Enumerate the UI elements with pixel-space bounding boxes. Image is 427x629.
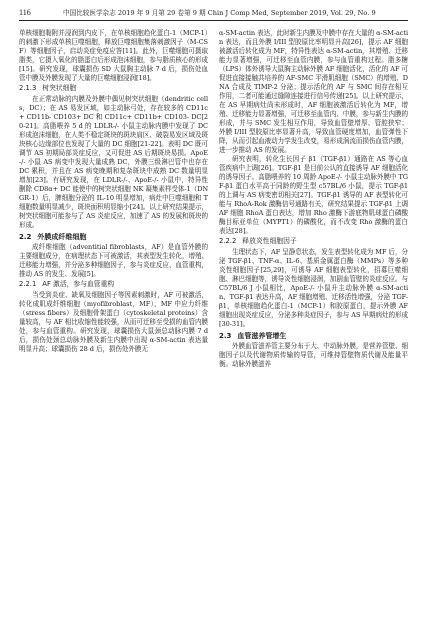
section-heading-2-2-2 [219,237,408,247]
paragraph-dendritic-cells: 在正常动脉的内膜及外膜中偶见树突状细胞（dendritic cells，DC）；在 AS 易发区域，如主动脉弓处，存在较多的 CD11c+ CD11b- CD103+ DC 和 CD11c+ CD11b+ CD103- DC[20-21]。高脂喂养 5 d 的 LDLR-/- 小鼠主动脉内膜中发现了 DC 形成泡沫细胞，在人类不稳定斑块的斑块肩区、破裂易发区域及斑块核心边缘部位也发现了大量的 DC 细胞[21-22]。表明 DC 既可调节 AS 初期局部炎症反应，又可促进 AS 后期斑块易损。ApoE-/- 小鼠 AS 病变中发现大量成熟 DC，外膜三级淋巴管中也存在 DC 累积，并且在 AS 病变晚期和复杂斑块中成熟 DC 数量明显增加[23]。有研究发现，在 LDLR-/-、ApoE-/- 小鼠中，特异性删除 CD8α+ DC 能使中的树突状细胞 NK 凝集素样受体-1（DNGR-1）后，脾细胞分泌的 IL-10 明显增加，病灶中巨噬细胞和 T 细胞数量明显减少，斑块面积明显缩小[24]。以上研究结果提示，树突状细胞可能参与了 AS 炎症反应，加速了 AS 的发展和斑块的形成。 [19,94,208,230]
section-number: 2.2.2 [219,237,237,246]
paragraph-macrophage-end: 单核细胞黏附并浸润到内皮下，在单核细胞趋化蛋白-1（MCP-1）的刺激下形成单核巨噬细胞，释放巨噬细胞集落刺激因子（M-CSF）等细胞因子，启动炎症免疫应答[11]。此外，巨噬细胞可摄取脂类，它摄入氧化的脂蛋白后形成泡沫细胞，参与脂质核心的形成[15]。研究发现，球囊损伤 SD 大鼠胸主动脉 7 d 后，损伤处血管中膜及外膜发现了大量的巨噬细胞浸润[18]。 [19,29,208,83]
section-heading-2-2-1 [19,280,208,290]
paragraph-inflammatory-factors: 生理状态下，AF 呈静息状态，发生表型转化成为 MF 后，分泌 TGF-β1、TNF-α、IL-6、基质金属蛋白酶（MMPs）等多种炎性细胞因子[25,29]，可诱导 AF 细胞表型转化，招募巨噬细胞、淋巴细胞等，诱导炎性细胞浸润，加剧血管壁的炎症反应。与 C57BL/6 J 小鼠相比，ApoE-/- 小鼠升主动脉外膜 α-SM-actin、TGF-β1 表达升高，AF 细胞增殖、迁移活性增强，分泌 TGF-β1，单核细胞趋化蛋白-1（MCP-1）和胶原蛋白，提示外膜 AF 细胞出现炎症反应，分泌多种炎症因子，参与 AS 早期病灶的形成[30-31]。 [219,248,408,329]
section-title: 释放炎性细胞因子 [242,237,297,246]
left-column [19,29,208,629]
paragraph-af-remodeling: α-SM-actin 表达，此时新生内膜及中膜中存在大量的 α-SM-actin 表达，而且外膜 I/III 型胶原比率明显升高[26]，提示 AF 细胞被激活后转化成为 MF，特异性表达 α-SM-actin，其增殖、迁移能力显著增强，可迁移至血管内膜，参与血管重构过程。脂多糖（LPS）体外诱导大鼠胸主动脉外膜 AF 细胞活化，活化的 AF 可促进直接接触共培养的 AF-SMC 平滑肌细胞（SMC）的增殖、DNA 合成及 TIMP-2 分泌；提示活化的 AF 与 SMC 间存在相互作用，二者可能通过缝隙连接进行信号传递[25]。以上研究提示，在 AS 早期病灶尚未形成时，AF 细胞被激活后转化为 MF，增殖、迁移能力显著增强，可迁移至血管内、中膜，参与新生内膜的形成，并与 SMC 发生相互作用，导致血管壁增厚、管腔狭窄；外膜 I/III 型胶原比率显著升高，导致血管硬度增加，血管弹性下降，从而引起血液动力学发生改变，易形成涡流而损伤血管内膜，进一步推动 AS 的发展。 [219,29,408,155]
paragraph-fibroblast-intro: 成纤维细胞（adventitial fibroblasts，AF）是血管外膜的主要细胞成分，在病理状态下可被激活，其表型发生转化，增殖、迁移能力增强，并分泌多种细胞因子，参与炎症反应、血管重构，推动 AS 的发生、发展[5]。 [19,243,208,279]
journal-citation-line: 中国比较医学杂志 2019 年 9 月第 29 卷第 9 期 Chin J Comp Med, September 2019, Vol. 29, No. 9 [63,9,376,17]
section-number: 2.1.3 [19,84,37,93]
section-title: 树突状细胞 [42,84,77,93]
paragraph-af-activation: 当受到炎症、缺氧及细胞因子等因素刺激时，AF 可被激活，转化成肌成纤维细胞（myofibroblast，MF），MF 中应力纤维（stress fibers）及细胞骨架蛋白（cytoskeletal proteins）含量较高，与 AF 相比收缩性能较强，从而可迁移至受损的血管内膜处，参与血管重构。研究发现，球囊损伤大鼠颈总动脉内膜 7 d 后，损伤处颈总动脉外膜及新生内膜中出现 α-SM-actin 表达量明显升高；球囊损伤 28 d 后，损伤处外膜无 [19,290,208,354]
two-column-body [19,29,408,629]
section-number: 2.2.1 [19,280,37,289]
section-heading-2-1-3 [19,84,208,94]
section-title: AF 激活，参与血管重构 [42,280,115,289]
paragraph-vasa-vasorum: 外膜血管滋养管主要分布于大、中动脉外膜，是营养管壁、细胞因子以及代谢物质传输的导管，可维持管壁物质代谢及能量平衡。动脉外膜滋养 [219,342,408,369]
section-number: 2.2 [19,233,32,242]
running-header [19,8,408,21]
section-title: 外膜成纤维细胞 [37,233,87,242]
section-heading-2-3 [219,331,408,341]
page-number: 116 [19,8,31,17]
right-column [219,29,408,629]
section-heading-2-2 [19,232,208,242]
section-number: 2.3 [219,332,232,341]
section-title: 血管滋养管增生 [237,332,287,341]
paragraph-tgf-beta: 研究表明，转化生长因子 β1（TGF-β1）通路在 AS 等心血管疾病中上调[26]。TGF-β1 是目前公认的直接诱导 AF 细胞活化的诱导因子。高脂喂养的 10 周龄 ApoE-/- 小鼠主动脉外膜中 TGF-β1 蛋白水平高于同龄的野生型 c57BL/6 小鼠，提示 TGF-β1 的上调与 AS 病变密切相关[27]。TGF-β1 诱导的 AF 表型转化可能与 RhoA-Rok 激酶信号通路有关，研究结果提示 TGF-β1 上调 AF 细胞 RhoA 蛋白表达，增加 Rho 激酶下游底物肌球蛋白磷酸酶目标亚单位（MYPT1）的磷酸化，而不改变 Rho 激酶的蛋白表达[28]。 [219,155,408,236]
